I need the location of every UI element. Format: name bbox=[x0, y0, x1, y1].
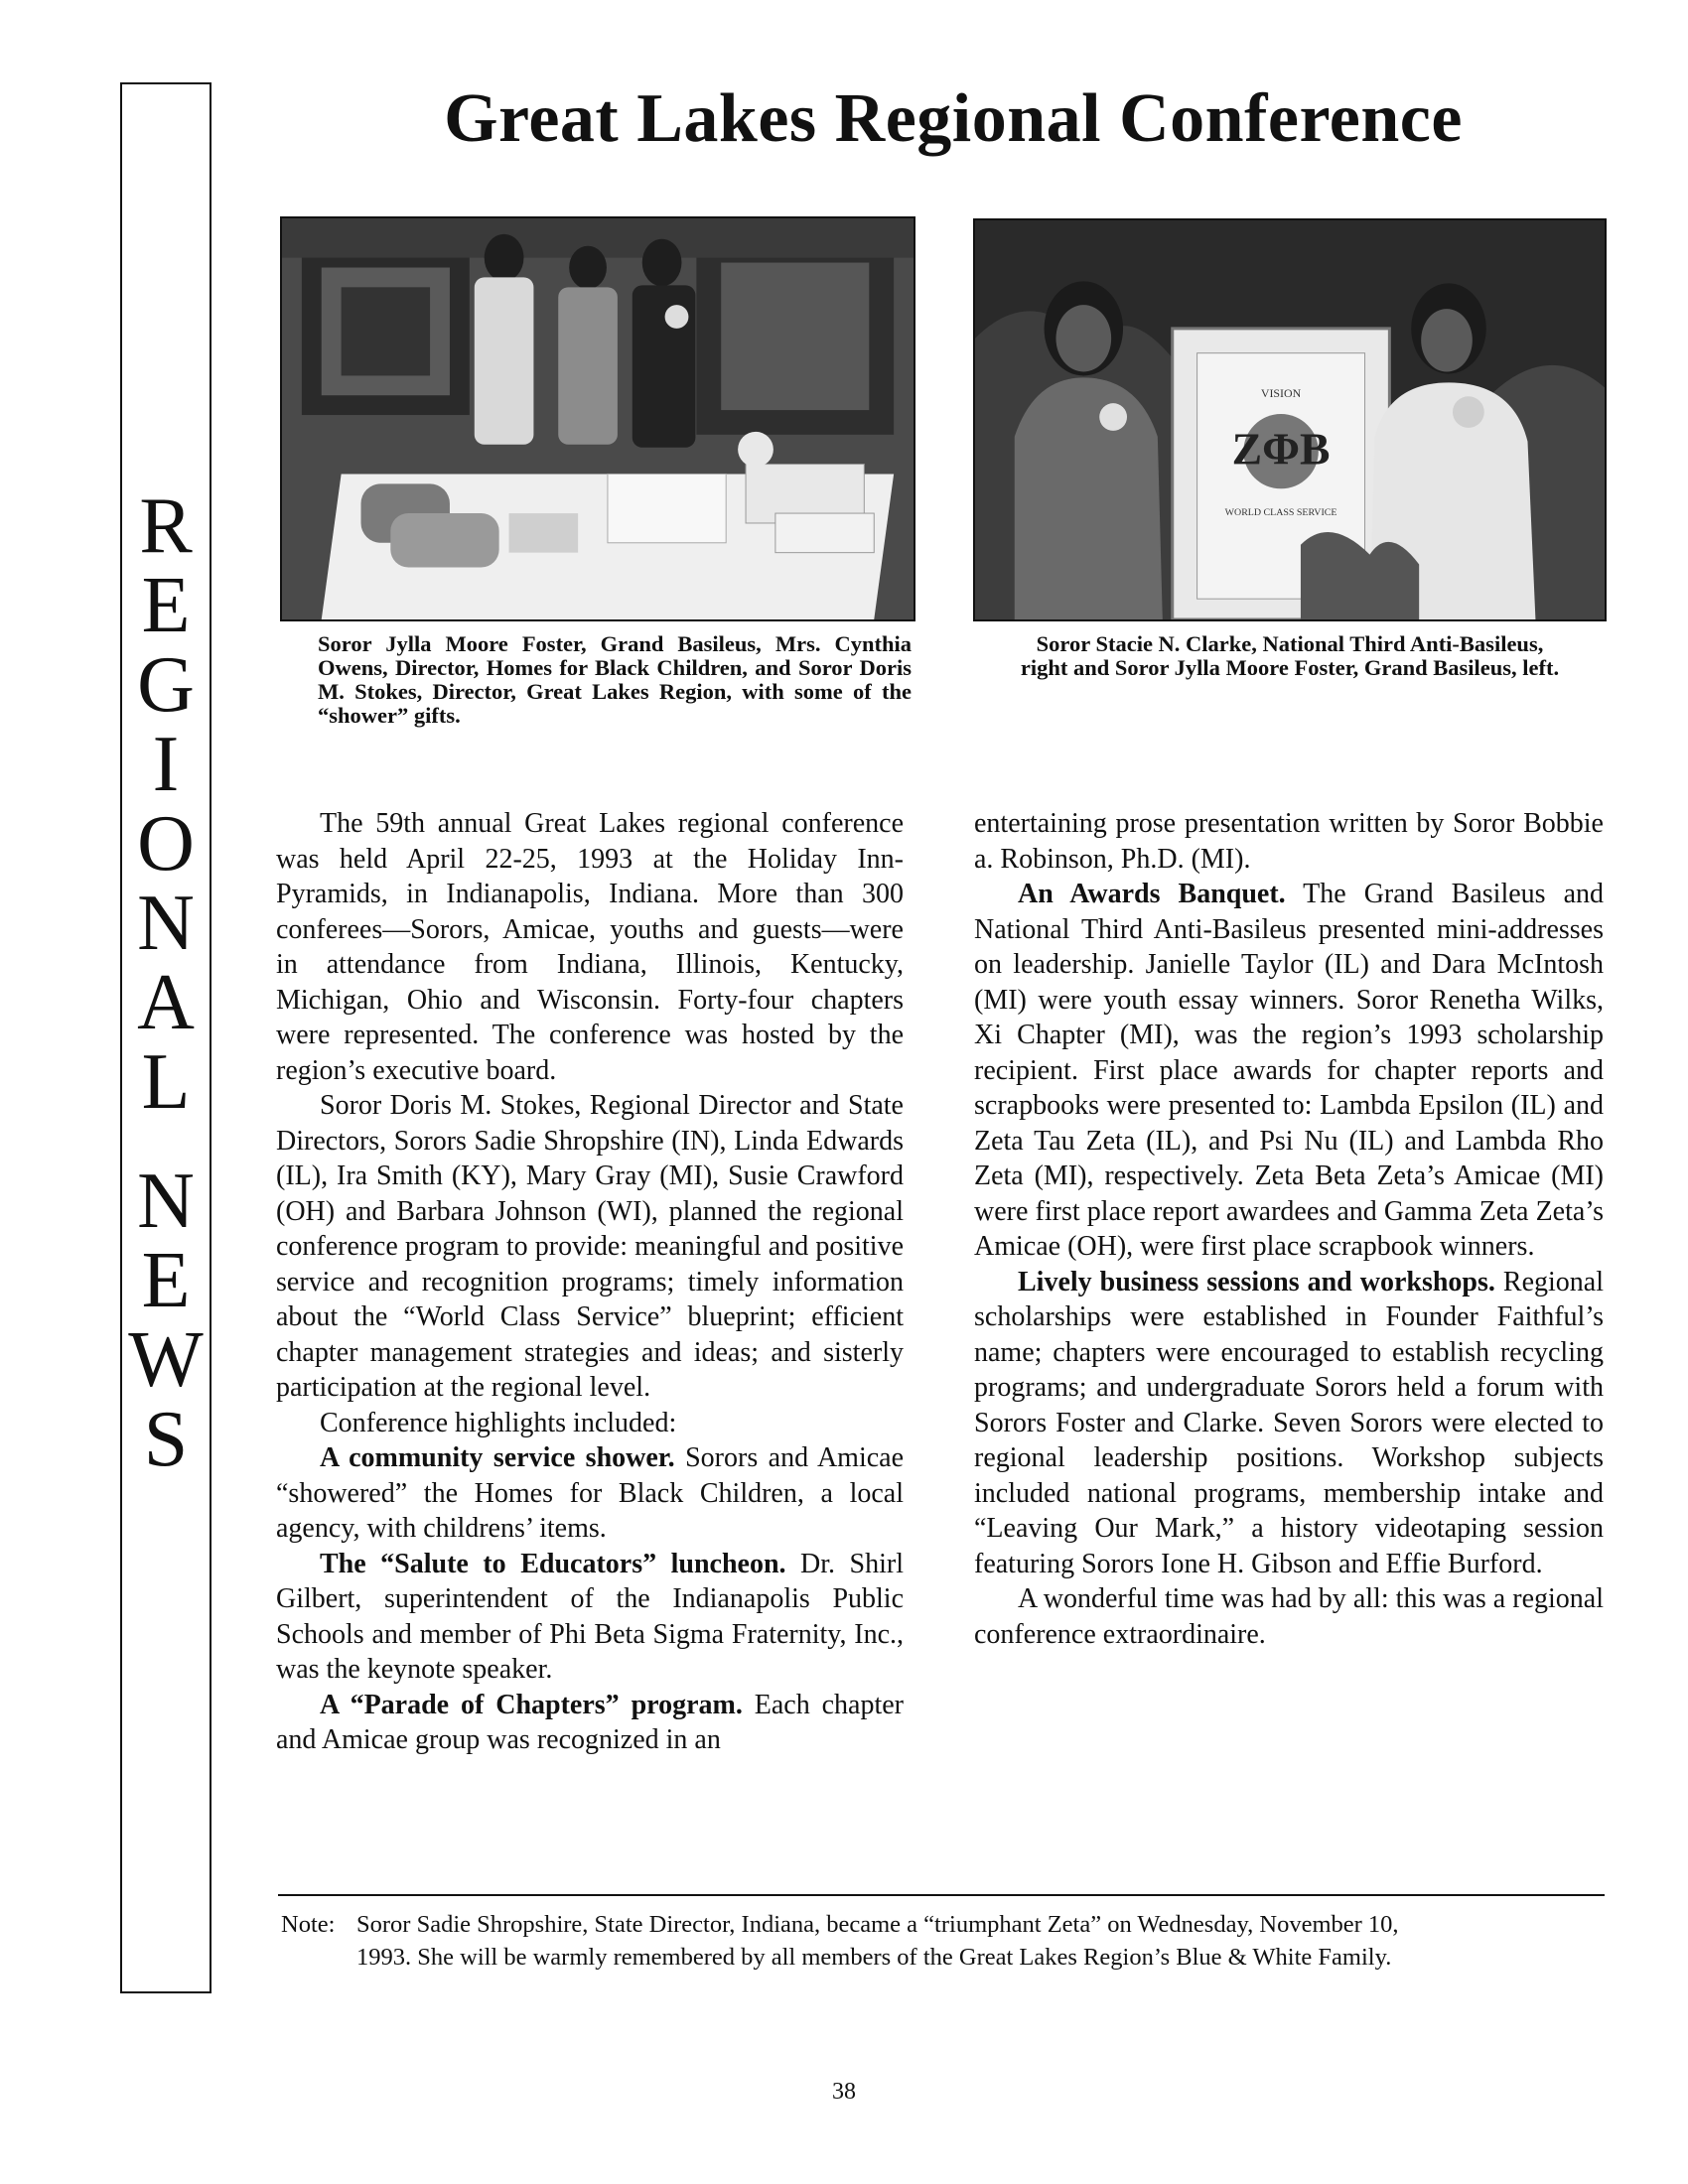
page-number: 38 bbox=[832, 2079, 856, 2105]
article-paragraph: The 59th annual Great Lakes regional conference was held April 22-25, 1993 at the Holiday Inn-Pyramids, in Indianapolis, Indiana. More than 300 conferees—Sorors, Amicae, youths and guests—were in attendance from Indiana, Illinois, Kentucky, Michigan, Ohio and Wisconsin. Forty-four chapters were represented. The conference was hosted by the region’s executive board. bbox=[276, 808, 904, 1086]
banner-letter: E bbox=[141, 562, 191, 649]
footnote-line-2: 1993. She will be warmly remembered by all members of the Great Lakes Region’s Blue & White Family. bbox=[356, 1944, 1392, 1971]
podium-motto-text: WORLD CLASS SERVICE bbox=[1224, 507, 1337, 519]
highlight-heading: The “Salute to Educators” luncheon. bbox=[320, 1548, 786, 1579]
footnote-label: Note: bbox=[281, 1911, 336, 1938]
highlight-text: The Grand Basileus and National Third Anti-Basileus presented mini-addresses on leadership. Janielle Taylor (IL) and Dara McIntosh (MI) were youth essay winners. Soror Renetha Wilks, Xi Chapter (MI), was the region’s 1993 scholarship recipient. First place awards for chapter reports and scrapbooks were presented to: Lambda Epsilon (IL) and Zeta Tau Zeta (IL), and Psi Nu (IL) and Lambda Rho Zeta (MI), respectively. Zeta Beta Zeta’s Amicae (MI) were first place report awardees and Gamma Zeta Zeta’s Amicae (OH), were first place scrapbook winners. bbox=[974, 879, 1604, 1262]
article-column-left bbox=[276, 806, 904, 1758]
highlight-text: Each chapter and Amicae group was recognized in an bbox=[276, 1689, 904, 1755]
banner-letter: R bbox=[139, 482, 193, 570]
caption-left: Soror Jylla Moore Foster, Grand Basileus, Mrs. Cynthia Owens, Director, Homes for Black Children, and Soror Doris M. Stokes, Director, Great Lakes Region, with some of the “shower” gifts. bbox=[318, 631, 912, 728]
article-column-right bbox=[974, 806, 1604, 1652]
photo-shower-gifts-image bbox=[282, 218, 914, 619]
highlight-heading: A community service shower. bbox=[320, 1442, 675, 1473]
caption-right bbox=[978, 632, 1602, 680]
podium-letters-text: ZΦB bbox=[1231, 423, 1331, 475]
page-title: Great Lakes Regional Conference bbox=[444, 80, 1463, 157]
highlight-heading: Lively business sessions and workshops. bbox=[1018, 1266, 1495, 1297]
banner-letter: N bbox=[137, 880, 195, 967]
banner-letter: A bbox=[137, 959, 195, 1046]
article-paragraph bbox=[276, 1440, 904, 1547]
highlight-heading: An Awards Banquet. bbox=[1018, 879, 1286, 909]
highlight-text: Regional scholarships were established in Founder Faithful’s name; chapters were encouraged to establish recycling programs; and undergraduate Sorors held a forum with Sorors Foster and Clarke. Seven Sorors were elected to regional leadership positions. Workshop subjects included national programs, membership intake and “Leaving Our Mark,” a history videotaping session featuring Sorors Ione H. Gibson and Effie Burford. bbox=[974, 1266, 1604, 1579]
banner-letter: L bbox=[141, 1038, 191, 1126]
footnote bbox=[281, 1908, 1612, 1974]
article-paragraph: A wonderful time was had by all: this was a regional conference extraordinaire. bbox=[974, 1583, 1604, 1650]
article-paragraph: Soror Doris M. Stokes, Regional Director and State Directors, Sorors Sadie Shropshire (IN), Linda Edwards (IL), Ira Smith (KY), Mary Gray (MI), Susie Crawford (OH) and Barbara Johnson (WI), planned the regional conference program to provide: meaningful and positive service and recognition programs; timely information about the “World Class Service” blueprint; efficient chapter management strategies and ideas; and sisterly participation at the regional level. bbox=[276, 1090, 904, 1403]
podium-vision-text: VISION bbox=[1260, 386, 1302, 401]
footnote-line-1: Soror Sadie Shropshire, State Director, Indiana, became a “triumphant Zeta” on Wednesday, November 10, bbox=[356, 1911, 1399, 1938]
highlight-text: Dr. Shirl Gilbert, superintendent of the Indianapolis Public Schools and member of Phi Beta Sigma Fraternity, Inc., was the keynote speaker. bbox=[276, 1548, 905, 1685]
section-banner bbox=[120, 82, 211, 1993]
banner-letter: W bbox=[128, 1316, 204, 1404]
banner-letter: G bbox=[137, 641, 195, 729]
caption-right-line-1: Soror Stacie N. Clarke, National Third Anti-Basileus, bbox=[1036, 631, 1544, 656]
banner-letter: S bbox=[143, 1396, 189, 1483]
photo-podium bbox=[973, 218, 1607, 621]
banner-letter: I bbox=[152, 721, 180, 808]
photo-shower-gifts bbox=[280, 216, 915, 621]
article-paragraph: Conference highlights included: bbox=[320, 1407, 677, 1438]
banner-letter: N bbox=[137, 1158, 195, 1245]
banner-letter: O bbox=[137, 800, 195, 887]
article-paragraph bbox=[276, 1688, 904, 1758]
note-divider bbox=[278, 1894, 1605, 1896]
highlight-text: Sorors and Amicae “showered” the Homes for Black Children, a local agency, with childrens’ items. bbox=[276, 1442, 905, 1544]
section-banner-letters bbox=[122, 482, 210, 1483]
article-paragraph bbox=[974, 1265, 1604, 1582]
article-paragraph: entertaining prose presentation written by Soror Bobbie a. Robinson, Ph.D. (MI). bbox=[974, 808, 1604, 875]
photo-podium-image bbox=[975, 220, 1605, 619]
article-paragraph bbox=[276, 1547, 904, 1688]
highlight-heading: A “Parade of Chapters” program. bbox=[320, 1689, 743, 1720]
caption-right-line-2: right and Soror Jylla Moore Foster, Grand Basileus, left. bbox=[1020, 655, 1560, 680]
banner-letter: E bbox=[141, 1237, 191, 1324]
article-paragraph bbox=[974, 877, 1604, 1265]
